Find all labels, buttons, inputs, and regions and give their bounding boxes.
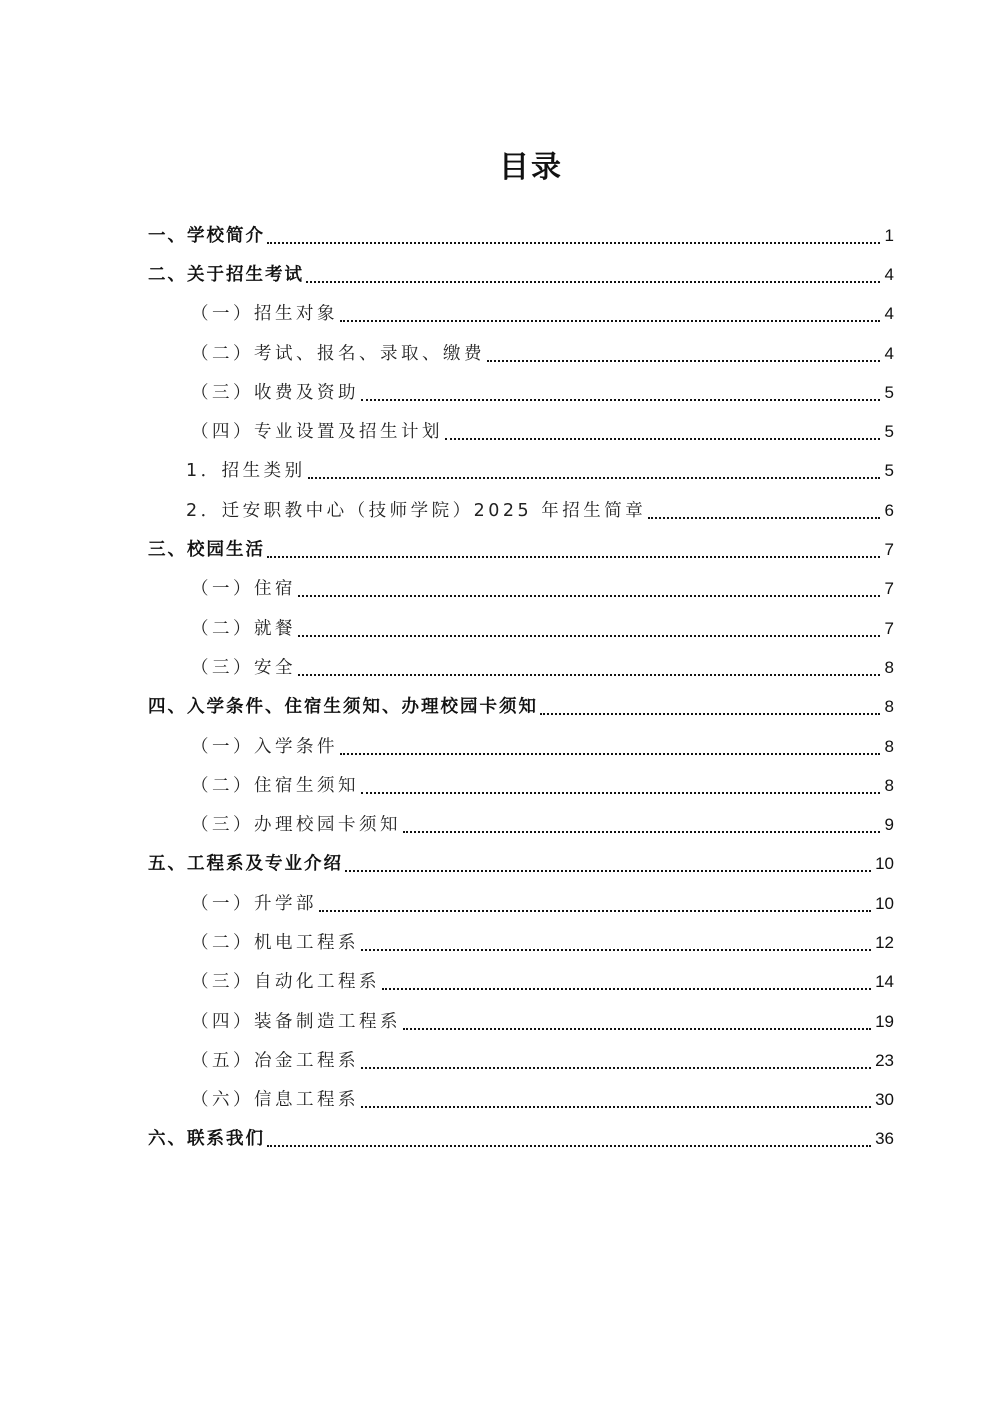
toc-entry-label: （二）住宿生须知 [191, 775, 359, 796]
toc-dot-leader [340, 318, 880, 322]
toc-page-number: 4 [884, 304, 894, 324]
toc-page-number: 7 [884, 618, 894, 638]
toc-dot-leader [298, 633, 880, 637]
toc-dot-leader [540, 711, 880, 715]
toc-entry-label: （五）冶金工程系 [191, 1050, 359, 1071]
toc-page-number: 7 [884, 540, 894, 560]
toc-dot-leader [308, 475, 880, 479]
toc-page-number: 12 [875, 932, 894, 952]
toc-entry[interactable] [0, 1041, 1000, 1080]
toc-page-number: 1 [884, 225, 894, 245]
toc-entry-label: （三）办理校园卡须知 [191, 815, 401, 836]
toc-entry[interactable] [0, 963, 1000, 1002]
toc-page-number: 7 [884, 579, 894, 599]
toc-entry-label: （一）招生对象 [191, 304, 338, 325]
toc-entry-label: 四、入学条件、住宿生须知、办理校园卡须知 [148, 697, 538, 718]
toc-page-number: 5 [884, 382, 894, 402]
toc-dot-leader [267, 554, 880, 558]
toc-entry-label: （一）住宿 [191, 579, 296, 600]
toc-entry[interactable] [0, 1002, 1000, 1041]
toc-entry-label: 三、校园生活 [148, 540, 265, 561]
toc-dot-leader [319, 908, 871, 912]
toc-list [0, 216, 1000, 1159]
toc-entry-label: 二、关于招生考试 [148, 264, 304, 285]
toc-entry[interactable] [0, 884, 1000, 923]
toc-entry-label: （二）机电工程系 [191, 932, 359, 953]
toc-dot-leader [445, 436, 880, 440]
toc-entry[interactable] [0, 766, 1000, 805]
toc-entry-label: （三）安全 [191, 657, 296, 678]
toc-dot-leader [340, 751, 880, 755]
toc-entry-label: （四）专业设置及招生计划 [191, 422, 443, 443]
toc-page-number: 4 [884, 343, 894, 363]
toc-page-number: 5 [884, 461, 894, 481]
toc-dot-leader [306, 279, 880, 283]
toc-entry[interactable] [0, 412, 1000, 451]
toc-dot-leader [382, 986, 871, 990]
toc-entry[interactable] [0, 727, 1000, 766]
toc-dot-leader [267, 1143, 871, 1147]
toc-entry[interactable] [0, 530, 1000, 569]
toc-entry-label: （一）入学条件 [191, 736, 338, 757]
toc-entry[interactable] [0, 334, 1000, 373]
toc-page-number: 10 [875, 854, 894, 874]
toc-entry-label: （一）升学部 [191, 893, 317, 914]
toc-dot-leader [648, 515, 880, 519]
toc-entry-label: （六）信息工程系 [191, 1090, 359, 1111]
toc-entry-label: （三）收费及资助 [191, 382, 359, 403]
toc-page-number: 8 [884, 657, 894, 677]
toc-entry[interactable] [0, 648, 1000, 687]
toc-entry-label: 1．招生类别 [186, 461, 306, 482]
toc-entry-label: （二）考试、报名、录取、缴费 [191, 343, 485, 364]
toc-entry[interactable] [0, 570, 1000, 609]
toc-entry-label: 五、工程系及专业介绍 [148, 854, 343, 875]
toc-page-number: 19 [875, 1011, 894, 1031]
toc-entry[interactable] [0, 255, 1000, 294]
toc-page-number: 6 [884, 500, 894, 520]
toc-page-number: 14 [875, 972, 894, 992]
toc-dot-leader [361, 947, 871, 951]
toc-entry[interactable] [0, 805, 1000, 844]
toc-entry-label: 2．迁安职教中心（技师学院）2025 年招生简章 [186, 500, 647, 521]
toc-page-number: 10 [875, 893, 894, 913]
toc-entry-label: 一、学校简介 [148, 225, 265, 246]
toc-page-number: 8 [884, 697, 894, 717]
toc-entry[interactable] [0, 373, 1000, 412]
toc-dot-leader [298, 672, 880, 676]
toc-entry-label: （四）装备制造工程系 [191, 1011, 401, 1032]
toc-dot-leader [361, 1065, 871, 1069]
toc-dot-leader [361, 1104, 871, 1108]
toc-dot-leader [487, 358, 880, 362]
toc-page-number: 36 [875, 1129, 894, 1149]
toc-dot-leader [361, 397, 880, 401]
toc-page-number: 4 [884, 264, 894, 284]
toc-dot-leader [345, 868, 871, 872]
toc-dot-leader [298, 593, 880, 597]
toc-page-number: 8 [884, 775, 894, 795]
toc-dot-leader [361, 790, 880, 794]
toc-entry[interactable] [0, 845, 1000, 884]
toc-dot-leader [267, 240, 880, 244]
toc-entry-label: 六、联系我们 [148, 1129, 265, 1150]
toc-page-number: 9 [884, 815, 894, 835]
toc-entry[interactable] [0, 1081, 1000, 1120]
toc-entry[interactable] [0, 923, 1000, 962]
toc-entry[interactable] [0, 688, 1000, 727]
toc-dot-leader [403, 829, 880, 833]
toc-page-number: 5 [884, 422, 894, 442]
toc-entry[interactable] [0, 452, 1000, 491]
toc-entry-label: （二）就餐 [191, 618, 296, 639]
toc-dot-leader [403, 1026, 871, 1030]
toc-entry[interactable] [0, 491, 1000, 530]
toc-entry[interactable] [0, 609, 1000, 648]
toc-title: 目录 [499, 150, 563, 186]
toc-entry[interactable] [0, 216, 1000, 255]
toc-entry[interactable] [0, 295, 1000, 334]
toc-entry-label: （三）自动化工程系 [191, 972, 380, 993]
toc-page-number: 23 [875, 1050, 894, 1070]
toc-page-number: 8 [884, 736, 894, 756]
toc-entry[interactable] [0, 1120, 1000, 1159]
toc-page-number: 30 [875, 1090, 894, 1110]
